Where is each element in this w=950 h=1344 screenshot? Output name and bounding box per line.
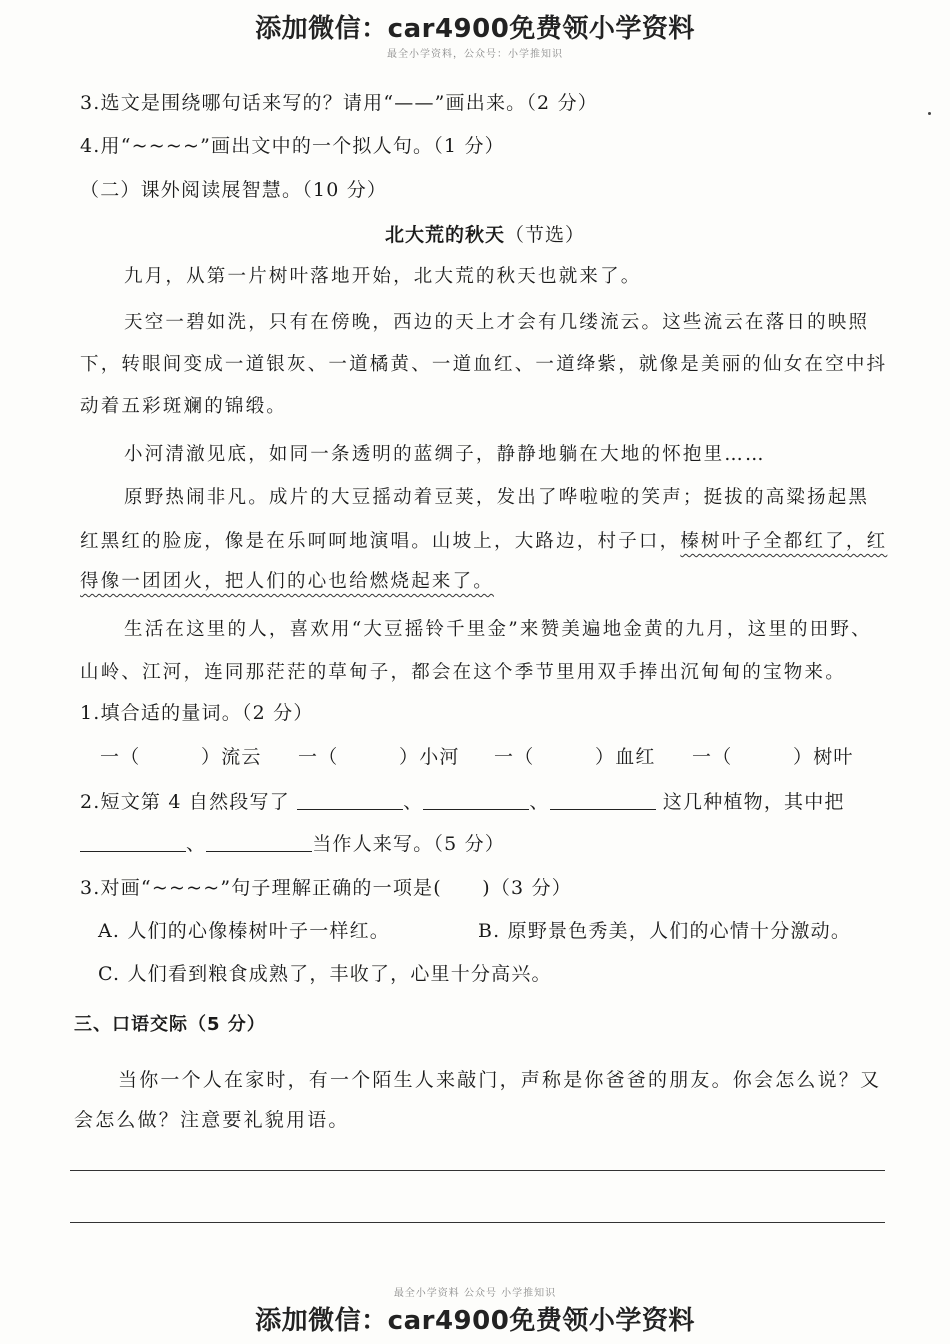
q1-item-liuyun: 一（ ）流云: [100, 746, 262, 768]
passage-paragraph-5-line-2: 山岭、江河，连同那茫茫的草甸子，都会在这个季节里用双手捧出沉甸甸的宝物来。: [80, 662, 846, 683]
question-1-label: 1.填合适的量词。（2 分）: [80, 702, 314, 724]
passage-paragraph-4-line-3: [80, 567, 494, 593]
watermark-banner-bottom: 添加微信：car4900免费领小学资料: [255, 1306, 695, 1336]
q1-item-xuehong: 一（ ）血红: [494, 746, 656, 768]
personification-sentence-part-2: 得像一团团火，把人们的心也给燃烧起来了。: [80, 571, 495, 592]
q2-suffix-1: 这几种植物，其中把: [662, 791, 845, 813]
passage-paragraph-2-line-1: 天空一碧如洗，只有在傍晚，西边的天上才会有几缕流云。这些流云在落日的映照: [124, 312, 870, 333]
section-three-heading: 三、口语交际（5 分）: [74, 1014, 266, 1035]
margin-dot: [928, 112, 931, 115]
q2-sep-1: 、: [403, 791, 424, 813]
q1-item-xiaohe: 一（ ）小河: [298, 746, 460, 768]
passage-paragraph-4-line-1: 原野热闹非凡。成片的大豆摇动着豆荚，发出了哗啦啦的笑声；挺拔的高粱扬起黑: [124, 487, 870, 508]
passage-paragraph-4-line-2: [80, 527, 887, 553]
q2-prefix: 2.短文第 4 自然段写了: [80, 791, 290, 813]
section-two-heading: （二）课外阅读展智慧。（10 分）: [80, 179, 388, 201]
q2-blank-5[interactable]: [206, 833, 312, 852]
q3-option-b[interactable]: B. 原野景色秀美，人们的心情十分激动。: [478, 920, 852, 942]
question-2-line-2: [80, 829, 505, 856]
q3-option-c[interactable]: C. 人们看到粮食成熟了，丰收了，心里十分高兴。: [98, 963, 552, 985]
passage-title-note: （节选）: [505, 224, 586, 246]
q2-blank-3[interactable]: [550, 791, 656, 810]
passage-paragraph-2-line-2: 下，转眼间变成一道银灰、一道橘黄、一道血红、一道绛紫，就像是美丽的仙女在空中抖: [80, 354, 888, 375]
q2-suffix-2: 当作人来写。（5 分）: [312, 833, 506, 855]
q1-item-shuye: 一（ ）树叶: [692, 746, 854, 768]
q2-sep-3: 、: [186, 833, 207, 855]
answer-line-2[interactable]: [70, 1222, 885, 1223]
section-three-prompt-line-1: 当你一个人在家时，有一个陌生人来敲门，声称是你爸爸的朋友。你会怎么说？又: [118, 1069, 882, 1091]
passage-paragraph-3: 小河清澈见底，如同一条透明的蓝绸子，静静地躺在大地的怀抱里……: [124, 444, 766, 465]
passage-paragraph-2-line-3: 动着五彩斑斓的锦缎。: [80, 396, 288, 417]
personification-sentence-part-1: 榛树叶子全都红了，红: [680, 531, 888, 552]
passage-title-main: 北大荒的秋天: [385, 224, 506, 246]
faint-header-text: 最全小学资料，公众号：小学推知识: [387, 49, 563, 60]
q2-blank-4[interactable]: [80, 833, 186, 852]
section-three-prompt-line-2: 会怎么做？注意要礼貌用语。: [74, 1109, 350, 1131]
q2-blank-1[interactable]: [297, 791, 403, 810]
passage-paragraph-1: 九月，从第一片树叶落地开始，北大荒的秋天也就来了。: [124, 266, 642, 287]
question-2-line-1: [80, 787, 845, 814]
q3-option-a[interactable]: A. 人们的心像榛树叶子一样红。: [98, 920, 391, 942]
watermark-banner-top: 添加微信：car4900免费领小学资料: [255, 14, 695, 44]
q2-blank-2[interactable]: [423, 791, 529, 810]
question-4-previous: 4.用“~~~~”画出文中的一个拟人句。（1 分）: [80, 135, 505, 157]
faint-footer-text: 最全小学资料 公众号 小学推知识: [393, 1288, 557, 1299]
q2-sep-2: 、: [529, 791, 550, 813]
answer-line-1[interactable]: [70, 1170, 885, 1171]
question-3-previous: 3.选文是围绕哪句话来写的？请用“——”画出来。（2 分）: [80, 92, 598, 114]
passage-title: [385, 220, 585, 247]
passage-paragraph-5-line-1: 生活在这里的人，喜欢用“大豆摇铃千里金”来赞美遍地金黄的九月，这里的田野、: [124, 619, 872, 640]
paragraph-4-line-2-plain: 红黑红的脸庞，像是在乐呵呵地演唱。山坡上，大路边，村子口，: [80, 531, 681, 552]
question-3-label: 3.对画“~~~~”句子理解正确的一项是( )（3 分）: [80, 877, 572, 899]
